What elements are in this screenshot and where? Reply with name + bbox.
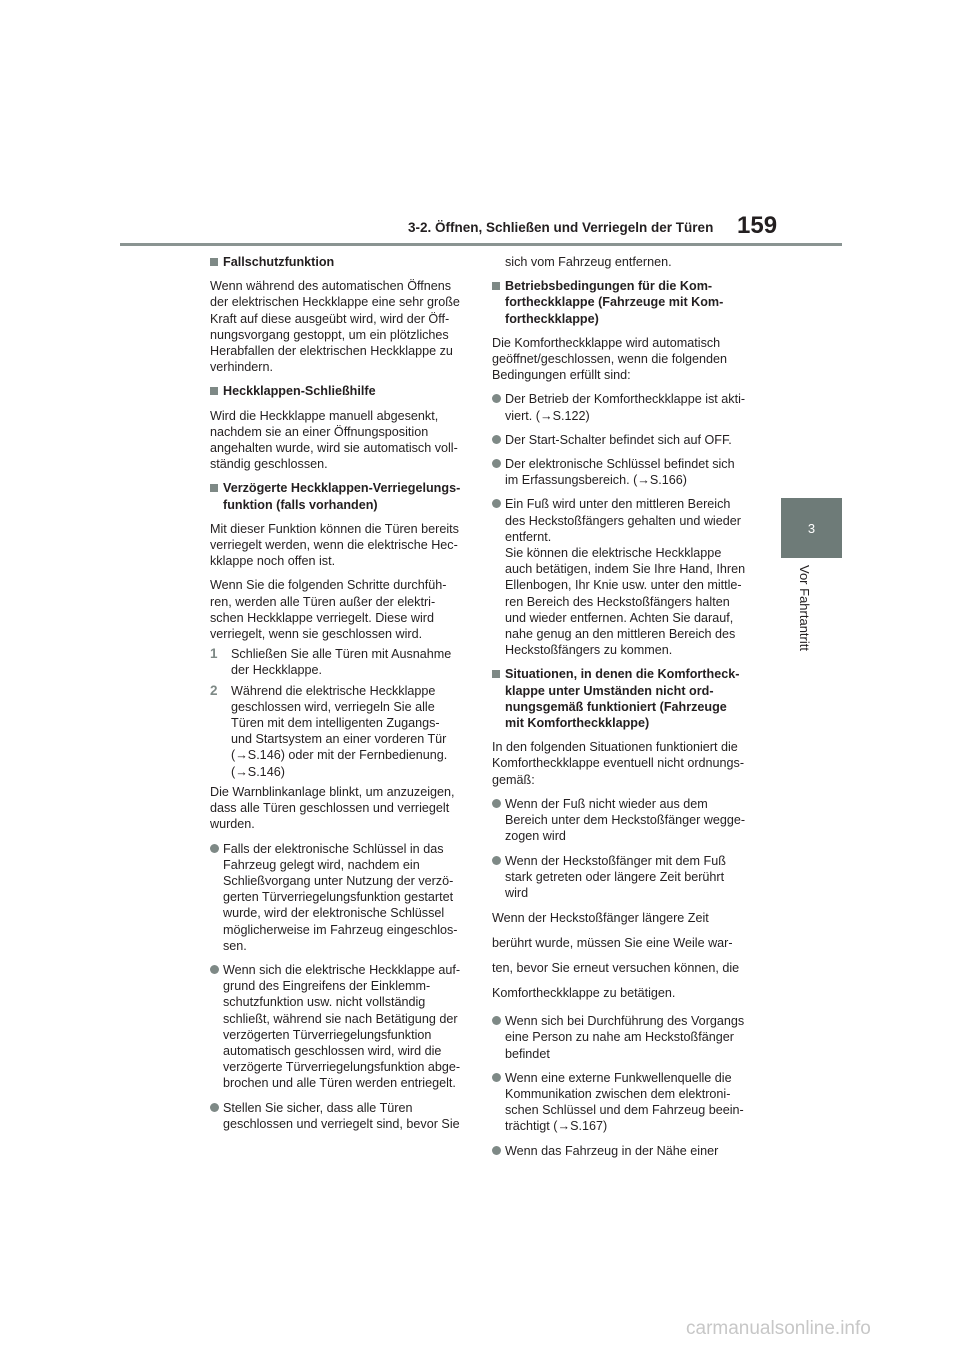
bullet-dot-icon: [492, 456, 505, 488]
bullet-text: Stellen Sie sicher, dass alle Türen geschlossen und verriegelt sind, bevor Sie: [223, 1100, 460, 1131]
bullet-dot-icon: [210, 841, 223, 954]
heading-verriegelung: [210, 480, 468, 512]
bullet-text: Der Start-Schalter befindet sich auf OFF.: [505, 432, 732, 447]
spaced-line: Komfortheckklappe zu betätigen.: [492, 986, 676, 1001]
heading-text: Fallschutzfunktion: [223, 255, 335, 269]
heading-text: Heckklappen-Schließhilfe: [223, 384, 376, 399]
bullet-text: Falls der elektronische Schlüssel in das Fahrzeug gelegt wird, nachdem ein Schließvorgang unter Nutzung der verzö- gerten Türverriegelungsfunktion gestartet wurde, wird der elektronische Schlüssel möglicherweise im Fahrzeug eingeschlos- sen.: [223, 841, 458, 953]
bullet-item: [492, 1143, 760, 1159]
step-item: [210, 683, 468, 780]
bullet-text: Ein Fuß wird unter den mittleren Bereich des Heckstoßfängers gehalten und wieder entfernt. Sie können die elektrische Heckklappe auch betätigen, indem Sie Ihre Hand, Ihren Ellenbogen, Ihr Knie usw. unter den mittle- ren Bereich des Heckstoßfängers halten und wieder entfernen. Achten Sie darauf, nahe genug an den mittleren Bereich des Heckstoßfängers zu kommen.: [505, 497, 746, 658]
square-marker-icon: [492, 666, 505, 731]
bullet-item: [492, 496, 760, 658]
chapter-number: 3: [807, 520, 816, 536]
square-marker-icon: [210, 254, 223, 270]
header-rule: [120, 243, 842, 246]
bullet-dot-icon: [492, 432, 505, 448]
paragraph: Wird die Heckklappe manuell abgesenkt, nachdem sie an einer Öffnungsposition angehalten wurde, wird sie automatisch voll- ständig geschlossen.: [210, 408, 458, 472]
bullet-text: Wenn sich bei Durchführung des Vorgangs eine Person zu nahe am Heckstoßfänger befindet: [505, 1014, 745, 1061]
bullet-item: [492, 1013, 760, 1062]
paragraph: Wenn Sie die folgenden Schritte durchfüh- ren, werden alle Türen außer der elektri- schen Heckklappe verriegelt. Diese wird verriegelt, wenn sie geschlossen wird.: [210, 578, 447, 642]
page-number: 159: [737, 212, 778, 239]
square-marker-icon: [492, 278, 505, 327]
bullet-text: Der Betrieb der Komfortheckklappe ist akti- viert. (→S.122): [505, 392, 746, 423]
bullet-item: [492, 796, 760, 845]
heading-text: Betriebsbedingungen für die Kom- fortheckklappe (Fahrzeuge mit Kom- fortheckklappe): [505, 279, 724, 326]
bullet-item: [492, 391, 760, 423]
bullet-text: Wenn sich die elektrische Heckklappe auf- grund des Eingreifens der Einklemm- schutzfunktion usw. nicht vollständig schließt, während sie nach Betätigung der verzögerten Türverriegelungsfunktion automatisch geschlossen wird, wird die verzögerte Türverriegelungsfunktion abge- brochen und alle Türen werden entriegelt.: [223, 962, 461, 1091]
bullet-text: Wenn eine externe Funkwellenquelle die Kommunikation zwischen dem elektroni- schen Schlüssel und dem Fahrzeug beein- trächtigt (→S.167): [505, 1070, 744, 1134]
chapter-tab[interactable]: [781, 498, 842, 558]
bullet-text: Wenn der Heckstoßfänger mit dem Fuß stark getreten oder längere Zeit berührt wird: [505, 853, 726, 900]
spaced-line: ten, bevor Sie erneut versuchen können, die: [492, 961, 740, 976]
bullet-item: [492, 432, 760, 448]
bullet-dot-icon: [492, 496, 505, 658]
spaced-line: berührt wurde, müssen Sie eine Weile war-: [492, 936, 733, 951]
square-marker-icon: [210, 480, 223, 512]
heading-situationen: [492, 666, 760, 731]
bullet-dot-icon: [210, 1100, 223, 1132]
continuation-text: sich vom Fahrzeug entfernen.: [505, 255, 672, 269]
step-number: 2: [210, 682, 218, 698]
step-text: Während die elektrische Heckklappe geschlossen wird, verriegeln Sie alle Türen mit dem intelligenten Zugangs- und Startsystem an einer vorderen Tür (→S.146) oder mit der Fernbedienung. (→S.146): [231, 683, 448, 779]
bullet-dot-icon: [210, 962, 223, 1092]
bullet-dot-icon: [492, 796, 505, 845]
section-title: 3-2. Öffnen, Schließen und Verriegeln der Türen: [408, 220, 714, 235]
bullet-text: Wenn der Fuß nicht wieder aus dem Bereich unter dem Heckstoßfänger wegge- zogen wird: [505, 796, 746, 844]
bullet-dot-icon: [492, 1013, 505, 1062]
watermark: carmanualsonline.info: [686, 1318, 871, 1339]
paragraph: Die Warnblinkanlage blinkt, um anzuzeigen, dass alle Türen geschlossen und verriegelt wurden.: [210, 784, 455, 832]
right-column: [492, 254, 760, 1167]
heading-fallschutz: [210, 254, 468, 270]
bullet-item: [492, 1070, 760, 1135]
spaced-line: Wenn der Heckstoßfänger längere Zeit: [492, 911, 709, 926]
step-item: [210, 646, 468, 678]
bullet-item: [492, 456, 760, 488]
step-number: 1: [210, 646, 218, 662]
bullet-item: [210, 841, 468, 954]
step-text: Schließen Sie alle Türen mit Ausnahme der Heckklappe.: [231, 647, 452, 678]
bullet-dot-icon: [492, 1070, 505, 1135]
square-marker-icon: [210, 383, 223, 399]
bullet-dot-icon: [492, 853, 505, 902]
bullet-dot-icon: [492, 391, 505, 423]
heading-text: Verzögerte Heckklappen-Verriegelungs- funktion (falls vorhanden): [223, 481, 461, 512]
bullet-dot-icon: [492, 1143, 505, 1159]
paragraph: Die Komfortheckklappe wird automatisch geöffnet/geschlossen, wenn die folgenden Bedingungen erfüllt sind:: [492, 335, 728, 383]
left-column: [210, 254, 468, 1140]
bullet-text: Der elektronische Schlüssel befindet sich im Erfassungsbereich. (→S.166): [505, 457, 735, 488]
paragraph: In den folgenden Situationen funktioniert die Komfortheckklappe eventuell nicht ordnungs- gemäß:: [492, 740, 745, 787]
heading-betriebsbedingungen: [492, 278, 760, 327]
bullet-item: [210, 1100, 468, 1132]
heading-schliesshilfe: [210, 383, 468, 399]
bullet-text: Wenn das Fahrzeug in der Nähe einer: [505, 1143, 719, 1158]
paragraph: Wenn während des automatischen Öffnens der elektrischen Heckklappe eine sehr große Kraft auf diese ausgeübt wird, wird der Öff- nungsvorgang gestoppt, um ein plötzliches Herabfallen der elektrischen Heckklappe zu verhindern.: [210, 279, 460, 375]
paragraph: Mit dieser Funktion können die Türen bereits verriegelt werden, wenn die elektrische Hec- kklappe noch offen ist.: [210, 521, 459, 569]
heading-text: Situationen, in denen die Komfortheck- klappe unter Umständen nicht ord- nungsgemäß funktioniert (Fahrzeuge mit Komfortheckklappe): [505, 667, 740, 731]
bullet-item: [210, 962, 468, 1092]
bullet-item: [492, 853, 760, 902]
chapter-label: Vor Fahrtantritt: [797, 565, 812, 651]
